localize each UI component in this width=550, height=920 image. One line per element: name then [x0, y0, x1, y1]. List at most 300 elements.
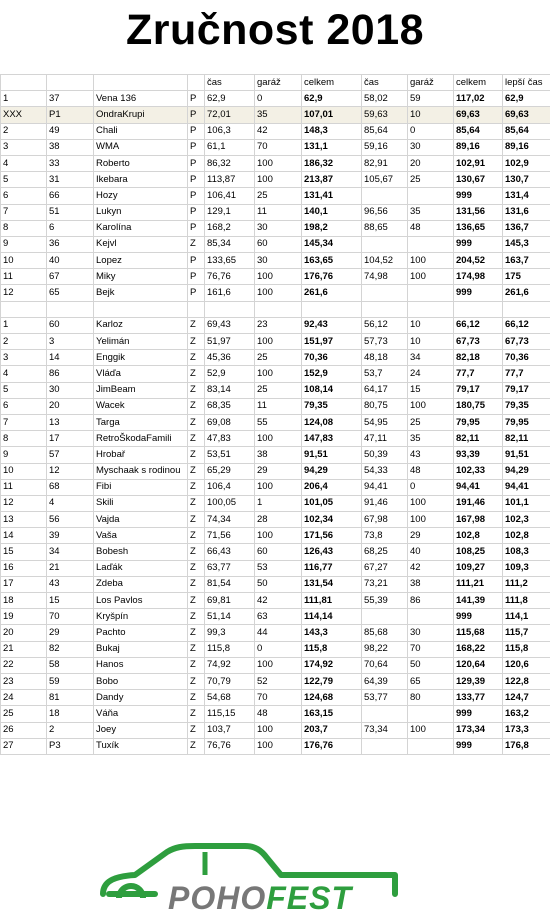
cell-garage-2: 10 — [408, 107, 454, 123]
cell-garage-1: 100 — [255, 657, 302, 673]
cell-driver: Enggik — [94, 350, 188, 366]
cell-class: Z — [188, 528, 205, 544]
cell-rank: 19 — [1, 609, 47, 625]
cell-total-1: 91,51 — [302, 447, 362, 463]
cell-class: P — [188, 123, 205, 139]
cell-garage-1: 25 — [255, 350, 302, 366]
cell-time-1: 69,08 — [205, 414, 255, 430]
cell-driver: Bejk — [94, 285, 188, 301]
cell-time-1: 76,76 — [205, 269, 255, 285]
cell-class: Z — [188, 414, 205, 430]
cell-garage-1: 100 — [255, 528, 302, 544]
cell-garage-1: 0 — [255, 641, 302, 657]
cell-total-1: 70,36 — [302, 350, 362, 366]
cell-time-2: 70,64 — [362, 657, 408, 673]
cell-total-2: 77,7 — [454, 366, 503, 382]
cell-garage-2: 25 — [408, 172, 454, 188]
cell-garage-1: 1 — [255, 495, 302, 511]
cell-garage-1: 25 — [255, 382, 302, 398]
cell-best-time: 108,3 — [503, 544, 550, 560]
cell-total-1: 116,77 — [302, 560, 362, 576]
cell-start-no: 43 — [47, 576, 94, 592]
cell-driver: Los Pavlos — [94, 593, 188, 609]
cell-best-time: 145,3 — [503, 236, 550, 252]
cell-class: P — [188, 155, 205, 171]
table-row — [1, 609, 550, 625]
cell-time-1: 53,51 — [205, 447, 255, 463]
cell-rank: XXX — [1, 107, 47, 123]
cell-garage-1: 60 — [255, 544, 302, 560]
cell-time-2 — [362, 285, 408, 301]
cell-time-1: 54,68 — [205, 690, 255, 706]
cell-garage-2: 10 — [408, 334, 454, 350]
cell-start-no: 17 — [47, 431, 94, 447]
cell-time-2 — [362, 188, 408, 204]
cell-best-time: 102,8 — [503, 528, 550, 544]
cell-driver: Skili — [94, 495, 188, 511]
table-row — [1, 722, 550, 738]
header-start-no — [47, 75, 94, 91]
cell-class: Z — [188, 447, 205, 463]
cell-driver: Hanos — [94, 657, 188, 673]
cell-total-1: 171,56 — [302, 528, 362, 544]
table-row — [1, 317, 550, 333]
table-row — [1, 91, 550, 107]
cell-time-2: 53,7 — [362, 366, 408, 382]
cell-best-time: 85,64 — [503, 123, 550, 139]
cell-garage-2: 25 — [408, 414, 454, 430]
cell-class: Z — [188, 350, 205, 366]
header-time-1 — [205, 301, 255, 317]
cell-time-2: 74,98 — [362, 269, 408, 285]
cell-class: Z — [188, 609, 205, 625]
cell-time-2: 53,77 — [362, 690, 408, 706]
cell-driver: Vaša — [94, 528, 188, 544]
cell-garage-1: 44 — [255, 625, 302, 641]
cell-best-time: 120,6 — [503, 657, 550, 673]
header-time-2: čas — [362, 75, 408, 91]
table-row — [1, 398, 550, 414]
table-row — [1, 657, 550, 673]
cell-garage-1: 100 — [255, 334, 302, 350]
cell-best-time: 109,3 — [503, 560, 550, 576]
table-row — [1, 172, 550, 188]
cell-total-1: 92,43 — [302, 317, 362, 333]
cell-total-1: 176,76 — [302, 738, 362, 754]
cell-start-no: 38 — [47, 139, 94, 155]
cell-total-1: 151,97 — [302, 334, 362, 350]
table-row — [1, 738, 550, 754]
cell-total-1: 108,14 — [302, 382, 362, 398]
cell-rank: 10 — [1, 463, 47, 479]
cell-time-1: 65,29 — [205, 463, 255, 479]
cell-garage-1: 30 — [255, 220, 302, 236]
cell-rank: 10 — [1, 253, 47, 269]
cell-class: P — [188, 269, 205, 285]
cell-time-2: 64,39 — [362, 673, 408, 689]
cell-best-time: 67,73 — [503, 334, 550, 350]
cell-garage-1: 100 — [255, 155, 302, 171]
cell-time-2: 68,25 — [362, 544, 408, 560]
cell-garage-2: 0 — [408, 479, 454, 495]
cell-rank: 27 — [1, 738, 47, 754]
cell-class: P — [188, 188, 205, 204]
cell-best-time: 111,2 — [503, 576, 550, 592]
cell-total-1: 143,3 — [302, 625, 362, 641]
cell-garage-1: 29 — [255, 463, 302, 479]
cell-driver: Bobesh — [94, 544, 188, 560]
cell-driver: Yelimán — [94, 334, 188, 350]
cell-driver: WMA — [94, 139, 188, 155]
cell-time-2: 96,56 — [362, 204, 408, 220]
logo-wordmark — [168, 880, 352, 917]
table-row — [1, 204, 550, 220]
cell-start-no: 37 — [47, 91, 94, 107]
table-row — [1, 641, 550, 657]
cell-start-no: 81 — [47, 690, 94, 706]
cell-time-1: 70,79 — [205, 673, 255, 689]
cell-total-2: 130,67 — [454, 172, 503, 188]
cell-driver: Vena 136 — [94, 91, 188, 107]
cell-best-time: 130,7 — [503, 172, 550, 188]
cell-start-no: 49 — [47, 123, 94, 139]
cell-best-time: 163,2 — [503, 706, 550, 722]
cell-total-1: 131,1 — [302, 139, 362, 155]
header-total-1: celkem — [302, 75, 362, 91]
cell-time-2: 104,52 — [362, 253, 408, 269]
cell-best-time: 114,1 — [503, 609, 550, 625]
cell-class: Z — [188, 706, 205, 722]
cell-total-2: 173,34 — [454, 722, 503, 738]
cell-class: P — [188, 204, 205, 220]
header-garage-2: garáž — [408, 75, 454, 91]
cell-class: Z — [188, 317, 205, 333]
cell-best-time: 111,8 — [503, 593, 550, 609]
cell-driver: Dandy — [94, 690, 188, 706]
cell-time-1: 161,6 — [205, 285, 255, 301]
cell-start-no: 66 — [47, 188, 94, 204]
cell-driver: Wacek — [94, 398, 188, 414]
cell-driver: Targa — [94, 414, 188, 430]
cell-time-2: 50,39 — [362, 447, 408, 463]
cell-total-1: 124,68 — [302, 690, 362, 706]
cell-driver: Myschaak s rodinou — [94, 463, 188, 479]
cell-time-1: 66,43 — [205, 544, 255, 560]
cell-time-2 — [362, 236, 408, 252]
cell-class: Z — [188, 398, 205, 414]
table-row — [1, 593, 550, 609]
table-row — [1, 512, 550, 528]
table-row — [1, 706, 550, 722]
cell-start-no: 14 — [47, 350, 94, 366]
cell-total-2: 93,39 — [454, 447, 503, 463]
cell-rank: 11 — [1, 479, 47, 495]
cell-total-2: 131,56 — [454, 204, 503, 220]
cell-driver: Hozy — [94, 188, 188, 204]
cell-class: Z — [188, 431, 205, 447]
cell-garage-1: 70 — [255, 690, 302, 706]
cell-class: Z — [188, 495, 205, 511]
cell-rank: 7 — [1, 414, 47, 430]
cell-total-2: 79,17 — [454, 382, 503, 398]
cell-time-1: 52,9 — [205, 366, 255, 382]
cell-time-1: 62,9 — [205, 91, 255, 107]
cell-time-1: 76,76 — [205, 738, 255, 754]
cell-time-2: 73,21 — [362, 576, 408, 592]
cell-rank: 2 — [1, 123, 47, 139]
table-row — [1, 253, 550, 269]
cell-start-no: 70 — [47, 609, 94, 625]
cell-driver: Váňa — [94, 706, 188, 722]
cell-total-1: 79,35 — [302, 398, 362, 414]
cell-garage-2: 65 — [408, 673, 454, 689]
cell-time-1: 51,97 — [205, 334, 255, 350]
cell-time-2: 94,41 — [362, 479, 408, 495]
cell-class: P — [188, 107, 205, 123]
cell-garage-1: 38 — [255, 447, 302, 463]
cell-total-1: 206,4 — [302, 479, 362, 495]
cell-total-2: 999 — [454, 285, 503, 301]
cell-garage-1: 42 — [255, 123, 302, 139]
cell-start-no: 18 — [47, 706, 94, 722]
cell-garage-2 — [408, 188, 454, 204]
cell-garage-1: 100 — [255, 722, 302, 738]
cell-time-2: 80,75 — [362, 398, 408, 414]
table-row — [1, 625, 550, 641]
cell-best-time: 62,9 — [503, 91, 550, 107]
cell-start-no: P3 — [47, 738, 94, 754]
cell-time-1: 81,54 — [205, 576, 255, 592]
header-class — [188, 75, 205, 91]
cell-class: P — [188, 172, 205, 188]
cell-driver: Lukyn — [94, 204, 188, 220]
cell-rank: 1 — [1, 91, 47, 107]
cell-driver: Laďák — [94, 560, 188, 576]
cell-garage-1: 23 — [255, 317, 302, 333]
cell-driver: Vláďa — [94, 366, 188, 382]
cell-driver: Kejvl — [94, 236, 188, 252]
table-row — [1, 107, 550, 123]
cell-total-1: 115,8 — [302, 641, 362, 657]
cell-driver: Zdeba — [94, 576, 188, 592]
cell-best-time: 66,12 — [503, 317, 550, 333]
table-row — [1, 544, 550, 560]
cell-start-no: 65 — [47, 285, 94, 301]
table-row — [1, 334, 550, 350]
cell-total-1: 203,7 — [302, 722, 362, 738]
cell-time-1: 51,14 — [205, 609, 255, 625]
table-row — [1, 188, 550, 204]
cell-time-2 — [362, 609, 408, 625]
cell-garage-2: 20 — [408, 155, 454, 171]
cell-driver: Miky — [94, 269, 188, 285]
cell-start-no: 20 — [47, 398, 94, 414]
header-start-no — [47, 301, 94, 317]
cell-total-1: 174,92 — [302, 657, 362, 673]
cell-total-1: 148,3 — [302, 123, 362, 139]
cell-total-2: 66,12 — [454, 317, 503, 333]
table-row — [1, 479, 550, 495]
cell-class: Z — [188, 576, 205, 592]
table-row — [1, 673, 550, 689]
logo-text-poho: POHO — [168, 880, 267, 916]
cell-time-1: 74,92 — [205, 657, 255, 673]
cell-start-no: 2 — [47, 722, 94, 738]
table-row — [1, 414, 550, 430]
cell-driver: Kryšpín — [94, 609, 188, 625]
cell-driver: RetroŠkodaFamili — [94, 431, 188, 447]
cell-start-no: 58 — [47, 657, 94, 673]
cell-time-1: 168,2 — [205, 220, 255, 236]
cell-start-no: 29 — [47, 625, 94, 641]
cell-best-time: 115,7 — [503, 625, 550, 641]
cell-rank: 9 — [1, 236, 47, 252]
cell-rank: 25 — [1, 706, 47, 722]
cell-total-2: 85,64 — [454, 123, 503, 139]
cell-total-2: 94,41 — [454, 479, 503, 495]
cell-garage-2: 100 — [408, 398, 454, 414]
cell-start-no: 12 — [47, 463, 94, 479]
cell-driver: Lopez — [94, 253, 188, 269]
header-class — [188, 301, 205, 317]
cell-time-2: 82,91 — [362, 155, 408, 171]
header-best-time: lepší čas — [503, 75, 550, 91]
cell-class: Z — [188, 625, 205, 641]
cell-start-no: 21 — [47, 560, 94, 576]
cell-garage-1: 52 — [255, 673, 302, 689]
cell-start-no: 36 — [47, 236, 94, 252]
cell-rank: 9 — [1, 447, 47, 463]
table-row — [1, 139, 550, 155]
cell-driver: Hrobař — [94, 447, 188, 463]
cell-garage-1: 55 — [255, 414, 302, 430]
cell-total-2: 180,75 — [454, 398, 503, 414]
cell-rank: 5 — [1, 172, 47, 188]
cell-best-time: 101,1 — [503, 495, 550, 511]
spacer-row — [1, 301, 550, 317]
cell-driver: Chali — [94, 123, 188, 139]
cell-garage-2: 38 — [408, 576, 454, 592]
cell-driver: Karloz — [94, 317, 188, 333]
cell-driver: Fibi — [94, 479, 188, 495]
table-row — [1, 236, 550, 252]
cell-class: Z — [188, 738, 205, 754]
cell-best-time: 124,7 — [503, 690, 550, 706]
cell-garage-2: 30 — [408, 139, 454, 155]
cell-start-no: 15 — [47, 593, 94, 609]
cell-rank: 11 — [1, 269, 47, 285]
cell-time-2: 57,73 — [362, 334, 408, 350]
cell-time-2: 105,67 — [362, 172, 408, 188]
table-row — [1, 350, 550, 366]
cell-rank: 13 — [1, 512, 47, 528]
cell-time-2: 54,33 — [362, 463, 408, 479]
cell-time-1: 72,01 — [205, 107, 255, 123]
cell-rank: 16 — [1, 560, 47, 576]
cell-total-1: 131,41 — [302, 188, 362, 204]
cell-garage-2: 35 — [408, 431, 454, 447]
cell-time-1: 106,3 — [205, 123, 255, 139]
cell-garage-2: 10 — [408, 317, 454, 333]
cell-driver: OndraKrupi — [94, 107, 188, 123]
cell-time-1: 115,15 — [205, 706, 255, 722]
cell-best-time: 82,11 — [503, 431, 550, 447]
cell-garage-2: 0 — [408, 123, 454, 139]
cell-time-2: 85,68 — [362, 625, 408, 641]
cell-garage-2: 43 — [408, 447, 454, 463]
cell-total-2: 102,33 — [454, 463, 503, 479]
cell-total-2: 115,68 — [454, 625, 503, 641]
cell-total-1: 163,65 — [302, 253, 362, 269]
header-driver — [94, 301, 188, 317]
cell-start-no: 39 — [47, 528, 94, 544]
cell-time-1: 86,32 — [205, 155, 255, 171]
header-rank — [1, 301, 47, 317]
cell-time-1: 85,34 — [205, 236, 255, 252]
cell-total-2: 82,18 — [454, 350, 503, 366]
cell-time-2: 56,12 — [362, 317, 408, 333]
cell-class: Z — [188, 560, 205, 576]
cell-garage-2: 59 — [408, 91, 454, 107]
header-time-1: čas — [205, 75, 255, 91]
cell-time-2: 73,34 — [362, 722, 408, 738]
cell-time-2: 73,8 — [362, 528, 408, 544]
cell-garage-1: 100 — [255, 172, 302, 188]
cell-total-1: 131,54 — [302, 576, 362, 592]
cell-total-1: 213,87 — [302, 172, 362, 188]
cell-driver: Ikebara — [94, 172, 188, 188]
cell-garage-2: 35 — [408, 204, 454, 220]
cell-time-1: 47,83 — [205, 431, 255, 447]
cell-total-2: 133,77 — [454, 690, 503, 706]
cell-best-time: 94,29 — [503, 463, 550, 479]
cell-garage-2: 24 — [408, 366, 454, 382]
cell-total-2: 999 — [454, 188, 503, 204]
cell-start-no: 3 — [47, 334, 94, 350]
cell-start-no: 56 — [47, 512, 94, 528]
cell-time-2: 55,39 — [362, 593, 408, 609]
cell-start-no: 30 — [47, 382, 94, 398]
cell-garage-1: 50 — [255, 576, 302, 592]
cell-rank: 4 — [1, 155, 47, 171]
cell-rank: 23 — [1, 673, 47, 689]
cell-start-no: 60 — [47, 317, 94, 333]
cell-total-1: 152,9 — [302, 366, 362, 382]
cell-rank: 6 — [1, 398, 47, 414]
cell-start-no: 33 — [47, 155, 94, 171]
cell-garage-2: 15 — [408, 382, 454, 398]
page-title: Zručnost 2018 — [125, 6, 425, 54]
table-row — [1, 220, 550, 236]
cell-total-1: 114,14 — [302, 609, 362, 625]
table-row — [1, 447, 550, 463]
table-row — [1, 155, 550, 171]
cell-time-2: 47,11 — [362, 431, 408, 447]
cell-garage-2: 34 — [408, 350, 454, 366]
cell-class: Z — [188, 544, 205, 560]
cell-driver: Bobo — [94, 673, 188, 689]
cell-total-1: 107,01 — [302, 107, 362, 123]
cell-rank: 15 — [1, 544, 47, 560]
cell-total-1: 140,1 — [302, 204, 362, 220]
table-row — [1, 560, 550, 576]
header-best-time — [503, 301, 550, 317]
cell-rank: 1 — [1, 317, 47, 333]
cell-total-2: 191,46 — [454, 495, 503, 511]
cell-time-1: 74,34 — [205, 512, 255, 528]
cell-class: P — [188, 91, 205, 107]
table-row — [1, 366, 550, 382]
